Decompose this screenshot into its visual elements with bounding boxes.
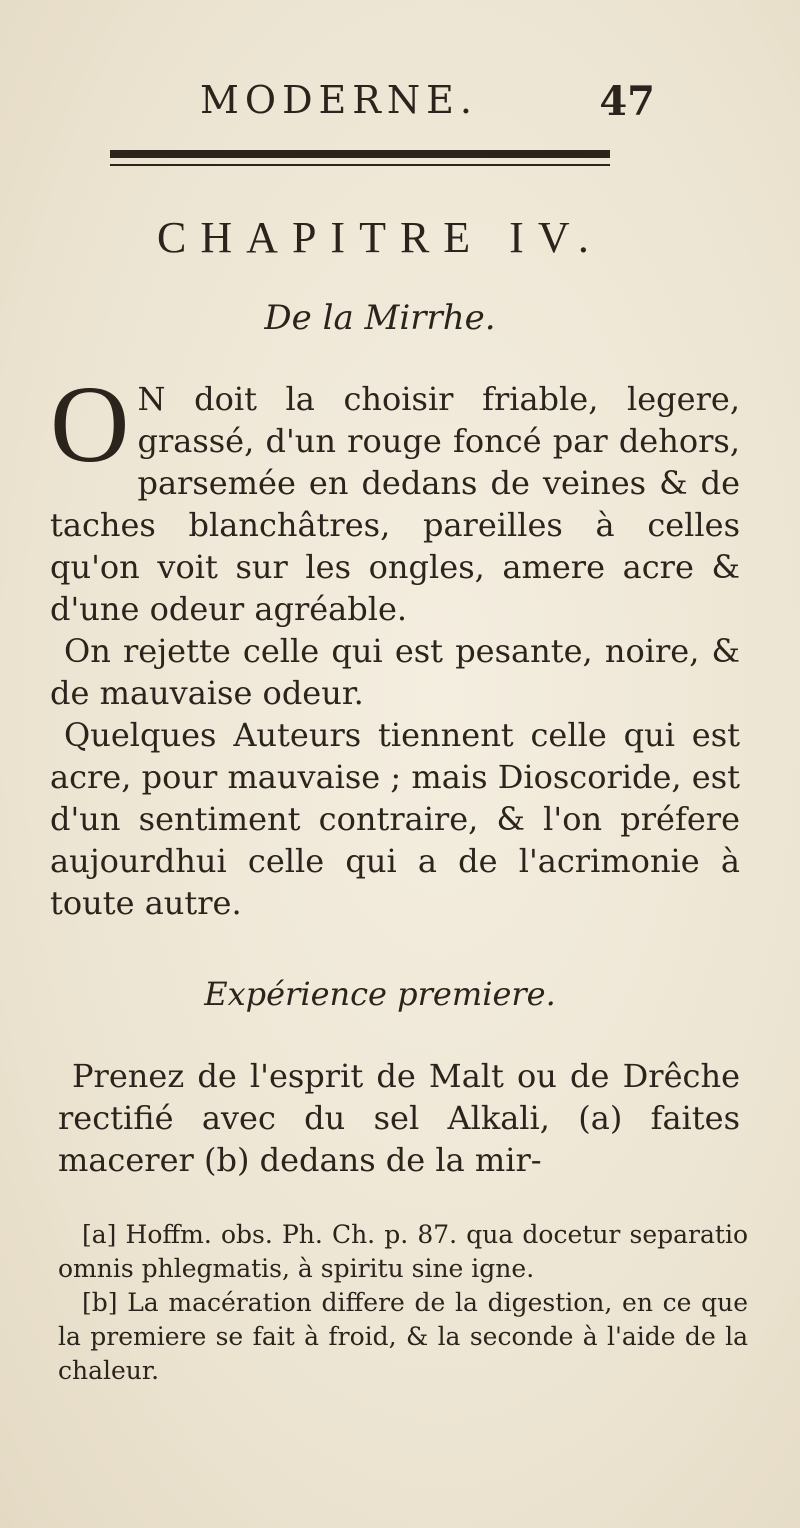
drop-cap: O [50, 363, 130, 485]
page-header [200, 78, 655, 128]
running-title: MODERNE. [200, 78, 478, 122]
paragraph-1: N doit la choisir friable, legere, grassé, d'un rouge foncé par dehors, parsemée en dedans de veines & de taches blanchâtres, pareilles à celles qu'on voit sur les ongles, amere acre & d'une odeur agréable. [50, 380, 740, 628]
page-number: 47 [599, 78, 655, 125]
header-rule-thin [110, 164, 610, 166]
paragraph-3: Quelques Auteurs tiennent celle qui est acre, pour mauvaise ; mais Dioscoride, est d'un sentiment contraire, & l'on préfere aujourdhui celle qui a de l'acrimonie à toute autre. [50, 716, 740, 922]
paragraph-2: On rejette celle qui est pesante, noire, & de mauvaise odeur. [50, 632, 740, 712]
chapter-title: CHAPITRE IV. [157, 213, 603, 262]
experience-paragraph: Prenez de l'esprit de Malt ou de Drêche rectifié avec du sel Alkali, (a) faites macerer (b) dedans de la mir- [58, 1057, 740, 1179]
header-rule-thick [110, 150, 610, 158]
experience-body [58, 1055, 740, 1181]
footnote-b: [b] La macération differe de la digestion, en ce que la premiere se fait à froid, & la seconde à l'aide de la chaleur. [58, 1288, 748, 1385]
footnote-a: [a] Hoffm. obs. Ph. Ch. p. 87. qua docetur separatio omnis phlegmatis, à spiritu sine igne. [58, 1220, 748, 1283]
chapter-subtitle: De la Mirrhe. [264, 298, 496, 338]
chapter-body [50, 363, 740, 924]
footnotes [58, 1218, 748, 1388]
experience-title: Expérience premiere. [204, 975, 556, 1013]
